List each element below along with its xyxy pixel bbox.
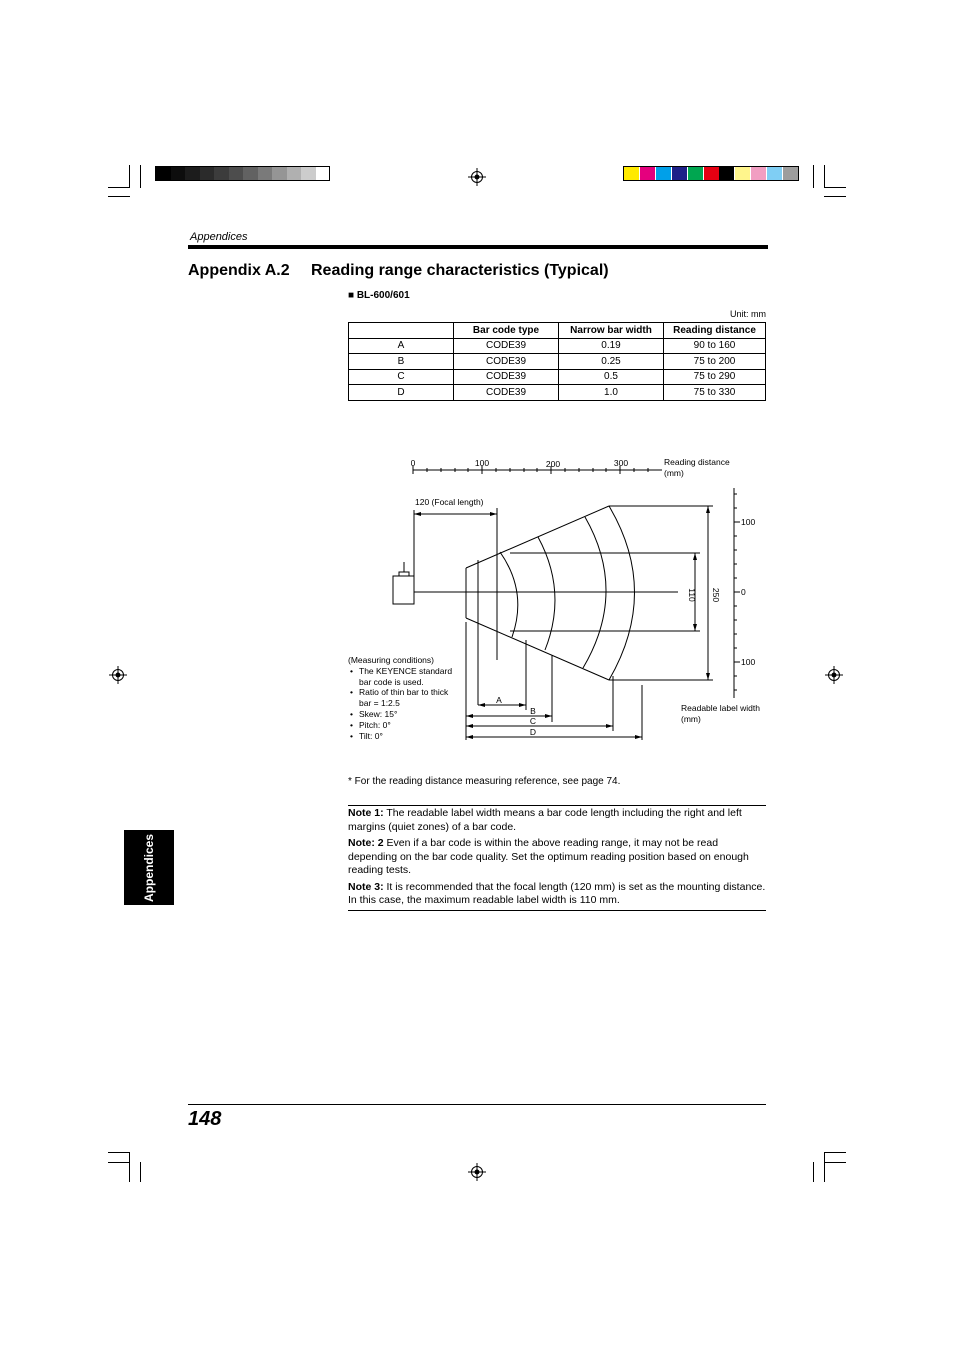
table-header: Narrow bar width — [559, 323, 664, 339]
range-label-a: A — [496, 695, 502, 705]
notes-box — [348, 805, 766, 911]
scanner-cable-base — [399, 572, 409, 576]
table-cell: 75 to 330 — [664, 385, 766, 401]
width-250-label: 250 — [711, 587, 721, 603]
appendix-number: Appendix A.2 — [188, 262, 290, 279]
condition-text: bar code is used. — [359, 677, 424, 687]
bullet: • — [350, 731, 353, 741]
conditions-title: (Measuring conditions) — [348, 655, 434, 665]
note-3 — [348, 881, 766, 908]
bullet: • — [350, 709, 353, 719]
range-label-b: B — [530, 706, 536, 716]
table-cell: 0.5 — [559, 369, 664, 385]
distance-tick-label: 100 — [474, 458, 490, 468]
appendix-title: Reading range characteristics (Typical) — [311, 262, 609, 279]
width-tick-label: 100 — [741, 517, 756, 527]
range-label-d: D — [529, 727, 537, 737]
table-cell: CODE39 — [454, 338, 559, 354]
range-a-arc — [500, 552, 518, 637]
range-label-c: C — [529, 716, 537, 726]
condition-text: Skew: 15° — [359, 709, 398, 719]
section-header-label: Appendices — [190, 231, 248, 243]
table-cell: 0.19 — [559, 338, 664, 354]
footnote: * For the reading distance measuring reference, see page 74. — [348, 776, 621, 787]
footer-rule — [188, 1104, 766, 1105]
width-tick-label: 100 — [741, 657, 756, 667]
note-2 — [348, 837, 766, 878]
table-cell: B — [349, 354, 454, 370]
note-label: Note 1: — [348, 807, 384, 819]
note-text: The readable label width means a bar code length including the right and left margins (quiet zones) of a bar code. — [348, 807, 742, 833]
table-header: Reading distance — [664, 323, 766, 339]
beam-lower-edge — [466, 618, 609, 680]
bullet: • — [350, 666, 353, 676]
model-name: BL-600/601 — [356, 290, 410, 301]
beam-upper-edge — [466, 506, 609, 568]
distance-axis-unit: (mm) — [664, 468, 684, 478]
condition-text: Ratio of thin bar to thick — [359, 687, 449, 697]
width-tick-label: 0 — [741, 587, 746, 597]
table-cell: 0.25 — [559, 354, 664, 370]
condition-text: Pitch: 0° — [359, 720, 391, 730]
note-label: Note 3: — [348, 880, 384, 893]
side-tab-label: Appendices — [142, 833, 156, 903]
range-b-arc — [538, 537, 555, 650]
table-cell: 90 to 160 — [664, 338, 766, 354]
distance-axis-label: Reading distance — [664, 457, 730, 467]
condition-text: The KEYENCE standard — [359, 666, 453, 676]
condition-text: bar = 1:2.5 — [359, 698, 400, 708]
distance-tick-label: 200 — [545, 459, 561, 469]
table-cell: CODE39 — [454, 354, 559, 370]
bullet: • — [350, 720, 353, 730]
note-text: It is recommended that the focal length (120 mm) is set as the mounting distance. In this case, the maximum readable label width is 110 mm. — [348, 880, 766, 906]
bullet: • — [350, 687, 353, 697]
width-110-label: 110 — [687, 588, 697, 602]
range-d-arc — [609, 506, 635, 680]
width-axis-label: Readable label width — [681, 703, 760, 713]
table-cell: 75 to 290 — [664, 369, 766, 385]
page-number: 148 — [188, 1108, 222, 1130]
note-text: Even if a bar code is within the above reading range, it may not be read depending on the bar code quality. Set the optimum reading position based on enough reading tests. — [348, 837, 749, 876]
distance-tick-label: 0 — [410, 458, 416, 468]
table-cell: C — [349, 369, 454, 385]
note-label: Note: 2 — [348, 837, 384, 849]
table-cell: CODE39 — [454, 369, 559, 385]
range-arrows — [466, 703, 642, 739]
table-cell: 1.0 — [559, 385, 664, 401]
focal-length-label: 120 (Focal length) — [415, 497, 484, 507]
note-1 — [348, 807, 766, 834]
scanner-body — [393, 576, 414, 604]
table-cell: D — [349, 385, 454, 401]
side-tab — [124, 830, 174, 905]
table-header: Bar code type — [454, 323, 559, 339]
condition-text: Tilt: 0° — [359, 731, 383, 741]
distance-tick-label: 300 — [613, 458, 629, 468]
table-cell: A — [349, 338, 454, 354]
square-bullet-icon: ■ — [348, 290, 357, 301]
width-axis-unit: (mm) — [681, 714, 701, 724]
table-cell: 75 to 200 — [664, 354, 766, 370]
table-cell: CODE39 — [454, 385, 559, 401]
unit-label: Unit: mm — [730, 309, 766, 319]
